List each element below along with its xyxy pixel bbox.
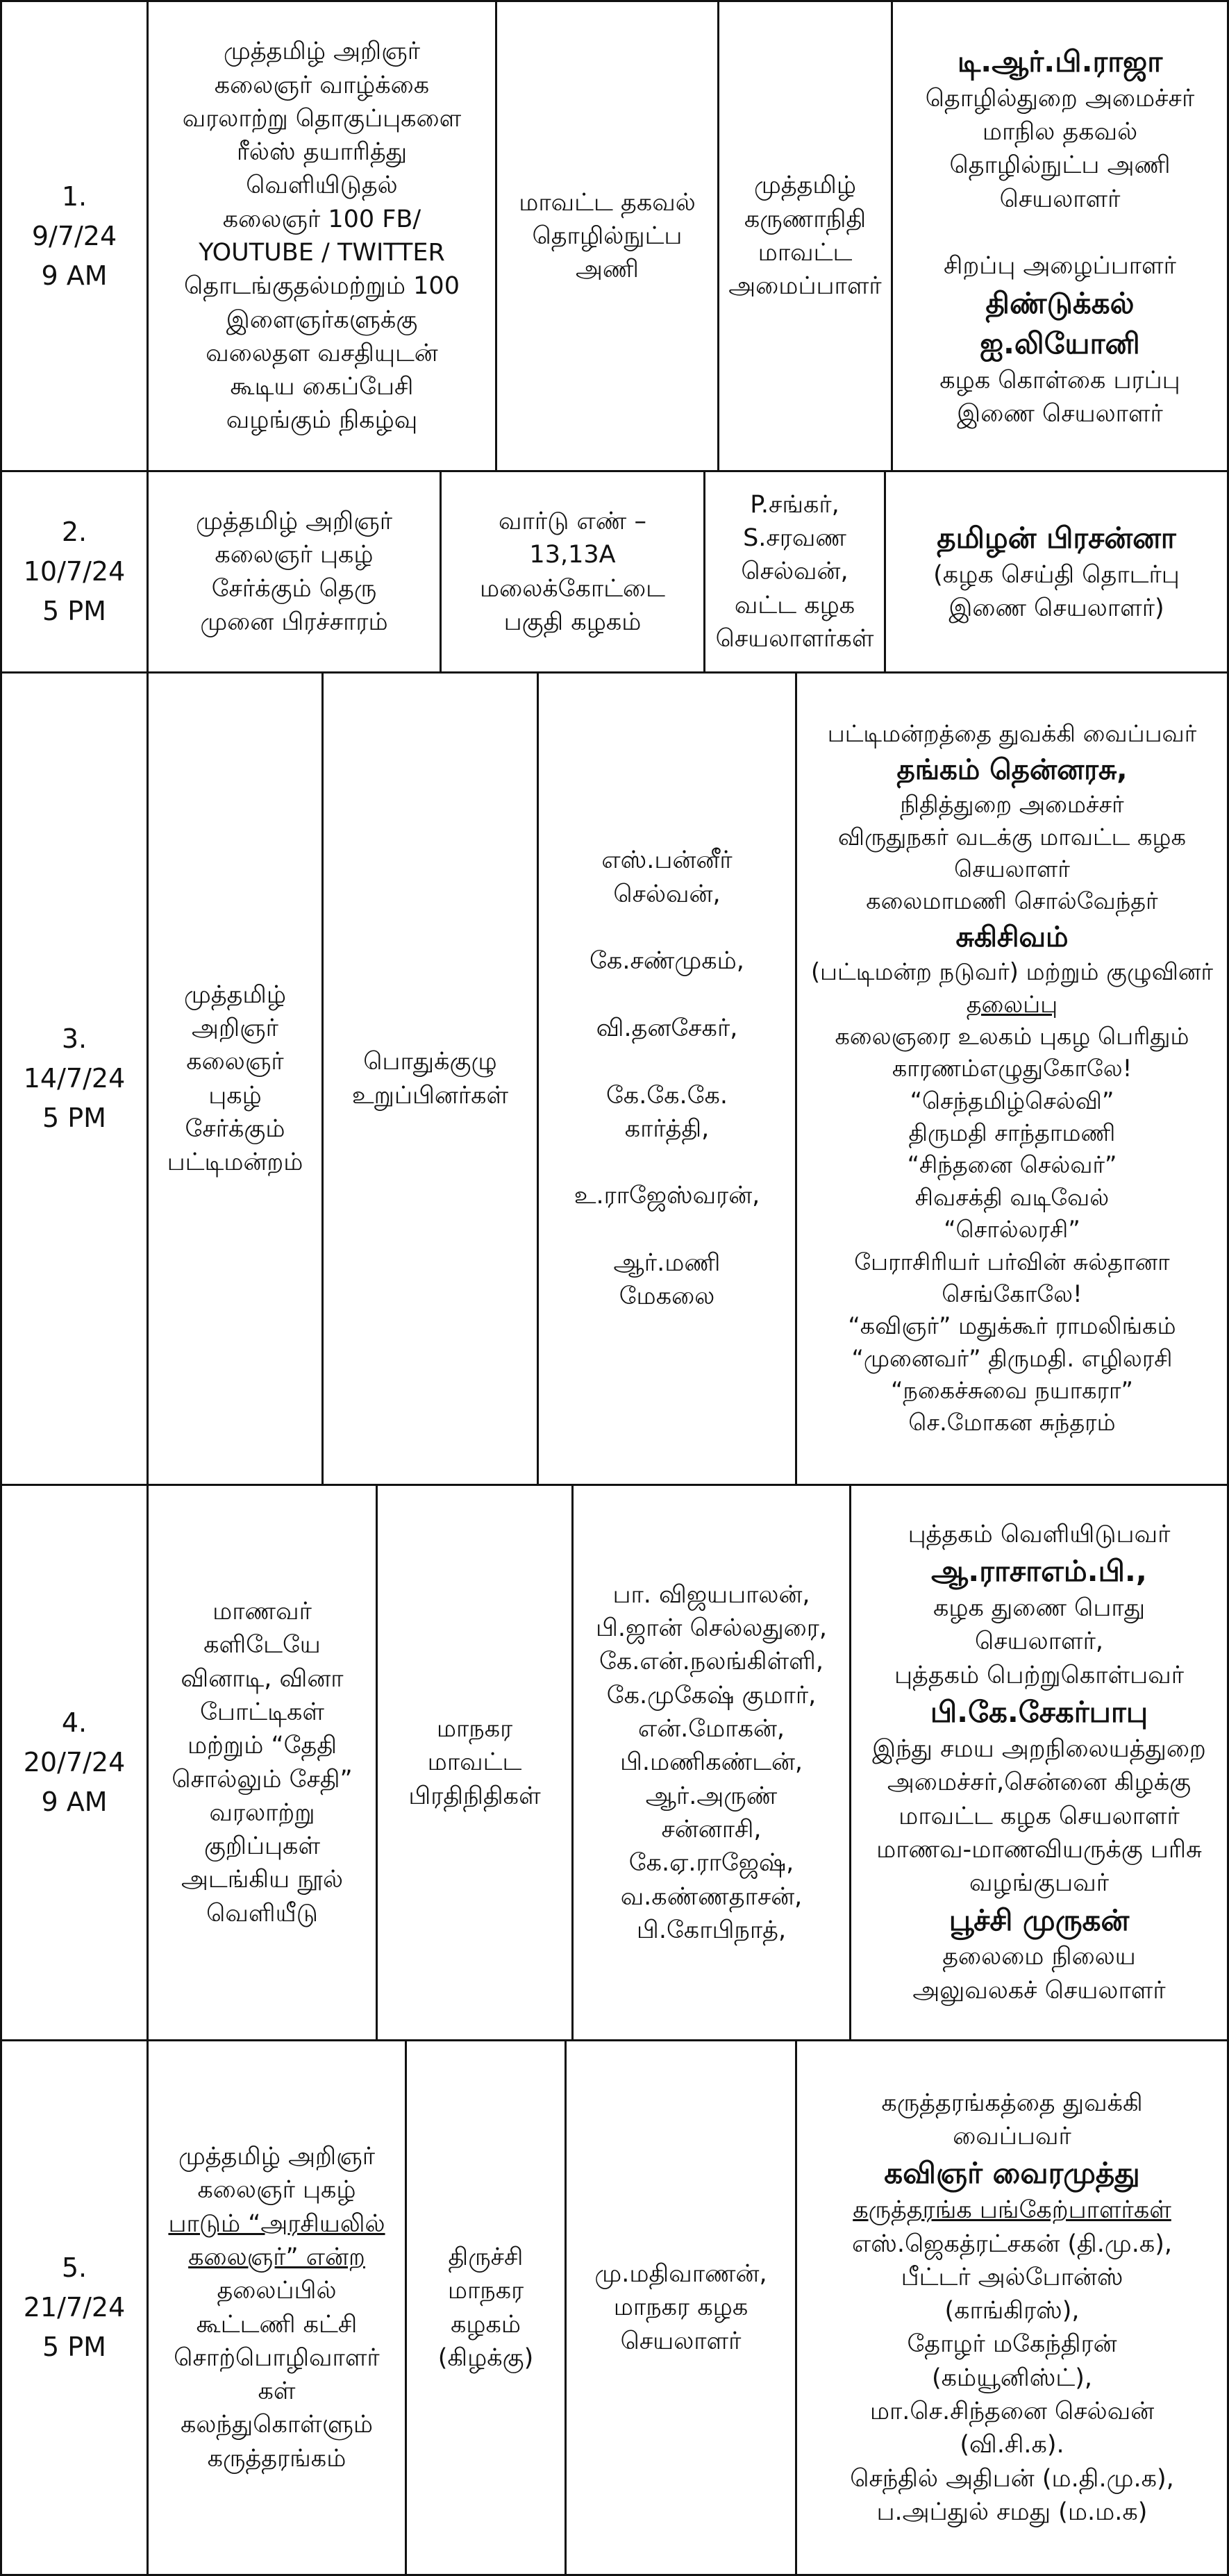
text-line: புகழ் bbox=[208, 1081, 262, 1110]
text-line: “செந்தமிழ்செல்வி” bbox=[910, 1087, 1114, 1114]
text-line: கருணாநிதி bbox=[744, 205, 867, 233]
text-line: தலைப்பில் bbox=[217, 2277, 337, 2305]
row-2 bbox=[0, 472, 1229, 674]
text-line: கலந்துகொள்ளும் bbox=[180, 2411, 374, 2439]
row-1-organizer-cell bbox=[495, 2, 717, 470]
text-line: பிரதிநிதிகள் bbox=[408, 1782, 541, 1810]
row-2-coordinator-cell bbox=[703, 472, 884, 671]
text-line: செயலாளர் bbox=[620, 2327, 742, 2355]
row-4-organizer-cell bbox=[376, 1486, 571, 2039]
text-line: ஆர்.மணி bbox=[613, 1248, 721, 1277]
text-line: கழக கொள்கை பரப்பு bbox=[939, 366, 1180, 394]
row-5-coordinator-cell bbox=[565, 2041, 795, 2574]
date: 9/7/24 bbox=[31, 220, 117, 251]
text-line: திருமதி சாந்தாமணி bbox=[908, 1119, 1116, 1147]
row-1-guests-cell bbox=[891, 2, 1227, 470]
text-line: வரலாற்று தொகுப்புகளை bbox=[182, 104, 462, 133]
text-line: மா.செ.சிந்தனை செல்வன் bbox=[869, 2398, 1155, 2426]
row-3-event-cell bbox=[147, 674, 321, 1484]
text-line: வி.தனசேகர், bbox=[596, 1014, 738, 1042]
text-line: கருத்தரங்க பங்கேற்பாளர்கள் bbox=[853, 2196, 1171, 2225]
text-line: மாநில தகவல் bbox=[982, 118, 1138, 147]
text-line: கே.முகேஷ் குமார், bbox=[606, 1681, 817, 1709]
text-line: கலைஞர் 100 FB/ bbox=[222, 205, 421, 233]
text-line bbox=[663, 1213, 671, 1246]
text-line: தலைப்பு bbox=[966, 990, 1058, 1018]
text-line: விருதுநகர் வடக்கு மாவட்ட கழக bbox=[837, 823, 1187, 851]
text-line: 13,13A bbox=[529, 541, 616, 569]
text-line: மாநகர bbox=[447, 2277, 524, 2305]
row-2-date-cell bbox=[2, 472, 147, 671]
text-line: கூடிய கைப்பேசி bbox=[230, 373, 414, 401]
text-line: கே.என்.நலங்கிள்ளி, bbox=[599, 1648, 823, 1676]
text-line: வட்ட கழக bbox=[734, 591, 855, 619]
text-line: கருத்தரங்கத்தை துவக்கி bbox=[881, 2089, 1143, 2117]
text-line: திண்டுக்கல் bbox=[985, 285, 1135, 320]
text-line: கே.கே.கே. bbox=[605, 1081, 728, 1110]
row-2-guests-cell bbox=[884, 472, 1227, 671]
text-line: செ.மோகன சுந்தரம் bbox=[908, 1409, 1116, 1437]
text-line: ஐ.லியோனி bbox=[980, 326, 1140, 360]
text-line: மற்றும் “தேதி bbox=[187, 1732, 337, 1760]
text-line bbox=[663, 1146, 671, 1179]
text-line: மாநகர கழக bbox=[613, 2293, 749, 2322]
text-line: “நகைச்சுவை நயாகரா” bbox=[891, 1377, 1133, 1404]
row-3-organizer-cell bbox=[321, 674, 537, 1484]
text-line: செயலாளர் bbox=[954, 855, 1070, 883]
text-line: சிவசக்தி வடிவேல் bbox=[914, 1183, 1110, 1211]
text-line: பி.கோபிநாத், bbox=[636, 1916, 787, 1944]
text-line: சிறப்பு அழைப்பாளர் bbox=[944, 252, 1176, 281]
text-line: குறிப்புகள் bbox=[203, 1832, 321, 1861]
text-line: மாவட்ட கழக செயலாளர் bbox=[898, 1802, 1180, 1830]
text-line: வ.கண்ணதாசன், bbox=[620, 1882, 803, 1911]
text-line: சேர்க்கும் bbox=[185, 1114, 285, 1143]
text-line: அறிஞர் bbox=[192, 1014, 278, 1042]
text-line: முத்தமிழ் bbox=[753, 172, 857, 200]
text-line: வலைதள வசதியுடன் bbox=[206, 339, 438, 367]
row-number: 3. bbox=[61, 1023, 87, 1054]
text-line: பொதுக்குழு bbox=[363, 1048, 497, 1076]
row-4-guests-cell bbox=[849, 1486, 1227, 2039]
date: 20/7/24 bbox=[23, 1747, 126, 1778]
text-line: செல்வன், bbox=[741, 558, 848, 586]
text-line: தொடங்குதல்மற்றும் 100 bbox=[184, 272, 460, 301]
text-line: சன்னாசி, bbox=[661, 1815, 762, 1843]
text-line: பாடும் “அரசியலில் bbox=[168, 2209, 385, 2238]
text-line: அமைச்சர்,சென்னை கிழக்கு bbox=[887, 1768, 1192, 1797]
text-line: போட்டிகள் bbox=[200, 1698, 324, 1726]
text-line: மு.மதிவாணன், bbox=[594, 2260, 767, 2289]
text-line: முத்தமிழ் bbox=[183, 980, 287, 1009]
text-line: பகுதி கழகம் bbox=[503, 608, 642, 636]
text-line: பட்டிமன்றத்தை துவக்கி வைப்பவர் bbox=[827, 720, 1197, 748]
row-3-guests-cell bbox=[795, 674, 1227, 1484]
row-2-organizer-cell bbox=[440, 472, 703, 671]
text-line: (கழக செய்தி தொடர்பு bbox=[933, 561, 1180, 589]
row-2-event-cell bbox=[147, 472, 440, 671]
text-line: இணை செயலாளர் bbox=[957, 399, 1163, 428]
text-line: எஸ்.ஜெகத்ரட்சகன் (தி.மு.க), bbox=[851, 2230, 1173, 2258]
text-line: ஆ.ராசாஎம்.பி., bbox=[931, 1554, 1147, 1589]
text-line: வார்டு எண் – bbox=[499, 507, 646, 535]
text-line: இளைஞர்களுக்கு bbox=[226, 306, 418, 334]
text-line: கலைஞர் bbox=[186, 1048, 284, 1076]
text-line: புத்தகம் பெற்றுகொள்பவர் bbox=[894, 1661, 1184, 1689]
text-line: கழகம் bbox=[450, 2310, 521, 2339]
text-line: வெளியிடுதல் bbox=[246, 172, 398, 200]
time: 9 AM bbox=[41, 260, 108, 291]
text-line: அடங்கிய நூல் bbox=[181, 1866, 344, 1894]
row-number: 4. bbox=[61, 1707, 87, 1738]
text-line: கலைஞர்” என்ற bbox=[188, 2243, 365, 2271]
text-line: YOUTUBE / TWITTER bbox=[199, 239, 445, 267]
text-line: பி.கே.சேகர்பாபு bbox=[930, 1695, 1148, 1730]
row-1 bbox=[0, 0, 1229, 472]
date: 10/7/24 bbox=[23, 556, 126, 587]
date: 14/7/24 bbox=[23, 1063, 126, 1094]
text-line: கள் bbox=[258, 2377, 296, 2406]
text-line: P.சங்கர், bbox=[750, 490, 839, 519]
text-line: முத்தமிழ் அறிஞர் bbox=[178, 2143, 376, 2171]
text-line: (கம்யூனிஸ்ட்), bbox=[931, 2364, 1092, 2392]
text-line: (வி.சி.க). bbox=[960, 2431, 1064, 2459]
text-line: (கிழக்கு) bbox=[437, 2343, 534, 2372]
row-4-coordinator-cell bbox=[571, 1486, 849, 2039]
row-3-coordinator-cell bbox=[537, 674, 795, 1484]
text-line: செயலாளர்கள் bbox=[715, 624, 874, 653]
time: 5 PM bbox=[42, 1103, 106, 1133]
row-4 bbox=[0, 1486, 1229, 2041]
text-line: உறுப்பினர்கள் bbox=[351, 1081, 509, 1110]
text-line: கலைஞர் வாழ்க்கை bbox=[214, 71, 430, 99]
row-1-date-cell bbox=[2, 2, 147, 470]
text-line: மலைக்கோட்டை bbox=[479, 574, 666, 603]
text-line: சொல்லும் சேதி” bbox=[172, 1765, 353, 1793]
text-line: பீட்டர் அல்போன்ஸ் bbox=[901, 2263, 1123, 2291]
text-line: வெளியீடு bbox=[206, 1899, 318, 1927]
text-line: செங்கோலே! bbox=[942, 1280, 1082, 1307]
text-line: தொழில்நுட்ப அணி bbox=[949, 151, 1171, 180]
text-line: (பட்டிமன்ற நடுவர்) மற்றும் குழுவினர் bbox=[810, 958, 1214, 986]
row-1-event-cell bbox=[147, 2, 495, 470]
row-3-date-cell bbox=[2, 674, 147, 1484]
text-line: அணி bbox=[576, 256, 639, 284]
text-line: கலைமாமணி சொல்வேந்தர் bbox=[866, 887, 1158, 915]
row-5-organizer-cell bbox=[405, 2041, 565, 2574]
text-line: அலுவலகச் செயலாளர் bbox=[912, 1976, 1166, 2005]
text-line: பி.மணிகண்டன், bbox=[619, 1748, 803, 1777]
text-line: கே.சண்முகம், bbox=[590, 947, 744, 976]
text-line: “சொல்லரசி” bbox=[944, 1216, 1080, 1244]
text-line: என்.மோகன், bbox=[637, 1715, 785, 1743]
text-line: செயலாளர், bbox=[975, 1628, 1103, 1656]
text-line bbox=[663, 978, 671, 1012]
row-number: 2. bbox=[61, 517, 87, 547]
text-line: உ.ராஜேஸ்வரன், bbox=[574, 1182, 760, 1210]
text-line: சொற்பொழிவாளர் bbox=[174, 2343, 380, 2372]
text-line: அமைப்பாளர் bbox=[728, 272, 882, 301]
row-1-coordinator-cell bbox=[717, 2, 891, 470]
text-line: கே.ஏ.ராஜேஷ், bbox=[628, 1849, 794, 1877]
text-line: சுகிசிவம் bbox=[955, 920, 1069, 953]
text-line: “சிந்தனை செல்வர்” bbox=[907, 1151, 1117, 1179]
text-line: முத்தமிழ் அறிஞர் bbox=[223, 37, 421, 66]
text-line: கலைஞரை உலகம் புகழ பெரிதும் bbox=[835, 1023, 1189, 1051]
text-line: பா. விஜயபாலன், bbox=[612, 1580, 810, 1609]
text-line: தலைமை நிலைய bbox=[942, 1943, 1136, 1971]
text-line: தோழர் மகேந்திரன் bbox=[907, 2330, 1117, 2359]
time: 5 PM bbox=[42, 2332, 106, 2362]
text-line: வழங்குபவர் bbox=[969, 1869, 1110, 1898]
row-3 bbox=[0, 674, 1229, 1486]
text-line: தொழில்நுட்ப bbox=[532, 221, 683, 250]
text-line: மாநகர bbox=[436, 1715, 513, 1743]
text-line: செயலாளர் bbox=[999, 185, 1121, 213]
text-line: தங்கம் தென்னரசு, bbox=[896, 753, 1128, 786]
text-line: “முனைவர்” திருமதி. எழிலரசி bbox=[851, 1344, 1173, 1372]
text-line: மாவட்ட bbox=[427, 1748, 522, 1777]
text-line: S.சரவண bbox=[743, 524, 846, 553]
row-5-event-cell bbox=[147, 2041, 405, 2574]
text-line: பி.ஜான் செல்லதுரை, bbox=[596, 1614, 827, 1643]
text-line: மாணவர் bbox=[212, 1598, 312, 1626]
text-line: தமிழன் பிரசன்னா bbox=[937, 521, 1176, 555]
text-line: கருத்தரங்கம் bbox=[207, 2444, 346, 2473]
text-line: மாணவ-மாணவியருக்கு பரிசு bbox=[876, 1835, 1202, 1864]
text-line: டி.ஆர்.பி.ராஜா bbox=[957, 44, 1163, 78]
text-line: சேர்க்கும் தெரு bbox=[211, 574, 377, 603]
text-line: வழங்கும் நிகழ்வு bbox=[226, 406, 418, 435]
text-line: முனை பிரச்சாரம் bbox=[200, 608, 388, 636]
text-line: கூட்டணி கட்சி bbox=[196, 2310, 358, 2339]
text-line: செல்வன், bbox=[613, 880, 721, 908]
text-line: மாவட்ட தகவல் bbox=[519, 188, 696, 217]
text-line: பேராசிரியர் பர்வின் சுல்தானா bbox=[854, 1248, 1170, 1276]
text-line: மேகலை bbox=[619, 1282, 715, 1311]
text-line: கலைஞர் புகழ் bbox=[197, 2176, 356, 2205]
text-line: கழக துணை பொது bbox=[933, 1594, 1146, 1623]
row-4-date-cell bbox=[2, 1486, 147, 2039]
time: 5 PM bbox=[42, 596, 106, 626]
time: 9 AM bbox=[41, 1787, 108, 1817]
row-number: 1. bbox=[61, 181, 87, 212]
text-line: ப.அப்துல் சமது (ம.ம.க) bbox=[876, 2498, 1148, 2526]
row-number: 5. bbox=[61, 2252, 87, 2283]
row-5 bbox=[0, 2041, 1229, 2576]
text-line: வினாடி, வினா bbox=[181, 1664, 344, 1693]
text-line: இந்து சமய அறநிலையத்துறை bbox=[872, 1735, 1206, 1764]
text-line: வைப்பவர் bbox=[953, 2123, 1071, 2151]
text-line: புத்தகம் வெளியிடுபவர் bbox=[908, 1520, 1171, 1548]
date: 21/7/24 bbox=[23, 2292, 126, 2323]
text-line: பூச்சி முருகன் bbox=[948, 1902, 1130, 1937]
text-line: பட்டிமன்றம் bbox=[167, 1148, 303, 1177]
text-line: களிடேயே bbox=[203, 1631, 321, 1659]
text-line bbox=[663, 1045, 671, 1078]
text-line: வரலாற்று bbox=[209, 1798, 315, 1827]
row-5-guests-cell bbox=[795, 2041, 1227, 2574]
text-line bbox=[1056, 216, 1064, 249]
text-line: இணை செயலாளர்) bbox=[948, 594, 1164, 623]
text-line: கலைஞர் புகழ் bbox=[215, 541, 374, 569]
text-line: காரணம்எழுதுகோலே! bbox=[892, 1055, 1132, 1082]
row-5-date-cell bbox=[2, 2041, 147, 2574]
text-line: ரீல்ஸ் தயாரித்து bbox=[236, 138, 408, 167]
text-line: ஆர்.அருண் bbox=[645, 1782, 778, 1810]
text-line: தொழில்துறை அமைச்சர் bbox=[925, 84, 1195, 112]
row-4-event-cell bbox=[147, 1486, 376, 2039]
text-line: (காங்கிரஸ்), bbox=[944, 2297, 1080, 2325]
text-line: மாவட்ட bbox=[758, 239, 853, 267]
text-line: “கவிஞர்” மதுக்கூர் ராமலிங்கம் bbox=[848, 1312, 1176, 1340]
text-line bbox=[663, 911, 671, 944]
text-line: திருச்சி bbox=[448, 2243, 524, 2271]
text-line: எஸ்.பன்னீர் bbox=[601, 846, 733, 875]
text-line: செந்தில் அதிபன் (ம.தி.மு.க), bbox=[850, 2464, 1174, 2493]
text-line: கார்த்தி, bbox=[624, 1114, 710, 1143]
text-line: கவிஞர் வைரமுத்து bbox=[884, 2156, 1140, 2191]
text-line: முத்தமிழ் அறிஞர் bbox=[195, 507, 393, 535]
text-line: நிதித்துறை அமைச்சர் bbox=[900, 791, 1124, 819]
